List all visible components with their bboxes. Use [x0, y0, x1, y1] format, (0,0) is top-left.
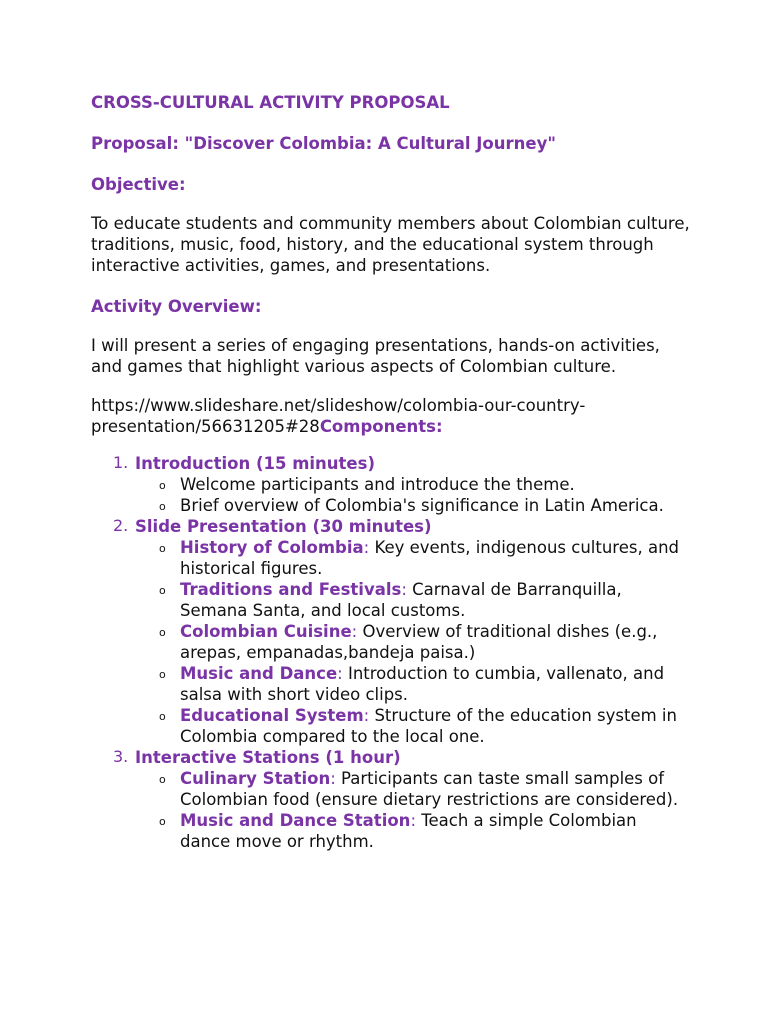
- objective-heading: Objective:: [91, 175, 186, 194]
- section-title: Slide Presentation (30 minutes): [135, 517, 432, 536]
- item-label: History of Colombia: [180, 538, 364, 557]
- components-list: [91, 453, 691, 852]
- item-text: Brief overview of Colombia's significance in Latin America.: [180, 496, 664, 515]
- section-title: Introduction (15 minutes): [135, 454, 375, 473]
- item-label: Music and Dance: [180, 664, 338, 683]
- sub-list-item: o Colombian Cuisine: Overview of traditional dishes (e.g., arepas, empanadas,bandeja paisa.): [159, 622, 658, 662]
- list-number: 1.: [113, 453, 129, 472]
- item-text: Carnaval de Barranquilla, Semana Santa, and local customs.: [180, 580, 622, 620]
- item-label: Colombian Cuisine: [180, 622, 352, 641]
- document-body: [91, 92, 691, 852]
- sub-list-item: o Traditions and Festivals: Carnaval de Barranquilla, Semana Santa, and local customs.: [159, 580, 622, 620]
- item-text: Teach a simple Colombian dance move or rhythm.: [180, 811, 637, 851]
- components-heading: Components:: [319, 417, 443, 436]
- bullet-icon: o: [159, 815, 166, 828]
- bullet-icon: o: [159, 626, 166, 639]
- list-item: [91, 453, 691, 516]
- item-text: Participants can taste small samples of Colombian food (ensure dietary restrictions are considered).: [180, 769, 679, 809]
- list-item: [91, 747, 691, 852]
- list-number: 2.: [113, 516, 129, 535]
- bullet-icon: o: [159, 710, 166, 723]
- list-item: [91, 516, 691, 747]
- item-text: Key events, indigenous cultures, and historical figures.: [180, 538, 680, 578]
- bullet-icon: o: [159, 500, 166, 513]
- sub-list-item: [135, 474, 691, 495]
- item-label: Traditions and Festivals: [180, 580, 402, 599]
- item-text: Welcome participants and introduce the theme.: [180, 475, 575, 494]
- sub-list: [135, 768, 691, 852]
- item-text: Overview of traditional dishes (e.g., arepas, empanadas,bandeja paisa.): [180, 622, 658, 662]
- list-number: 3.: [113, 747, 129, 766]
- sub-list-item: o Music and Dance Station: Teach a simple Colombian dance move or rhythm.: [159, 811, 637, 851]
- bullet-icon: o: [159, 773, 166, 786]
- sub-list-item: [135, 495, 691, 516]
- document-title: CROSS-CULTURAL ACTIVITY PROPOSAL: [91, 93, 450, 112]
- bullet-icon: o: [159, 479, 166, 492]
- overview-heading: Activity Overview:: [91, 297, 262, 316]
- item-label: Culinary Station: [180, 769, 331, 788]
- item-text: Introduction to cumbia, vallenato, and salsa with short video clips.: [180, 664, 665, 704]
- section-title: Interactive Stations (1 hour): [135, 748, 401, 767]
- sub-list: [135, 537, 691, 747]
- slideshare-link[interactable]: https://www.slideshare.net/slideshow/colombia-our-country-presentation/56631205#28: [91, 396, 586, 436]
- item-text: Structure of the education system in Colombia compared to the local one.: [180, 706, 677, 746]
- sub-list-item: o Educational System: Structure of the education system in Colombia compared to the local one.: [159, 706, 677, 746]
- sub-list-item: o Culinary Station: Participants can taste small samples of Colombian food (ensure dietary restrictions are considered).: [159, 769, 679, 809]
- bullet-icon: o: [159, 668, 166, 681]
- sub-list-item: o Music and Dance: Introduction to cumbia, vallenato, and salsa with short video clips.: [159, 664, 665, 704]
- bullet-icon: o: [159, 584, 166, 597]
- item-label: Music and Dance Station: [180, 811, 411, 830]
- proposal-title: Proposal: "Discover Colombia: A Cultural Journey": [91, 134, 556, 153]
- link-paragraph: [91, 395, 691, 437]
- sub-list: [135, 474, 691, 516]
- objective-paragraph: To educate students and community members about Colombian culture, traditions, music, food, history, and the educational system through interactive activities, games, and presentations.: [91, 214, 690, 275]
- overview-paragraph: I will present a series of engaging presentations, hands-on activities, and games that highlight various aspects of Colombian culture.: [91, 336, 660, 376]
- bullet-icon: o: [159, 542, 166, 555]
- item-label: Educational System: [180, 706, 364, 725]
- sub-list-item: o History of Colombia: Key events, indigenous cultures, and historical figures.: [159, 538, 680, 578]
